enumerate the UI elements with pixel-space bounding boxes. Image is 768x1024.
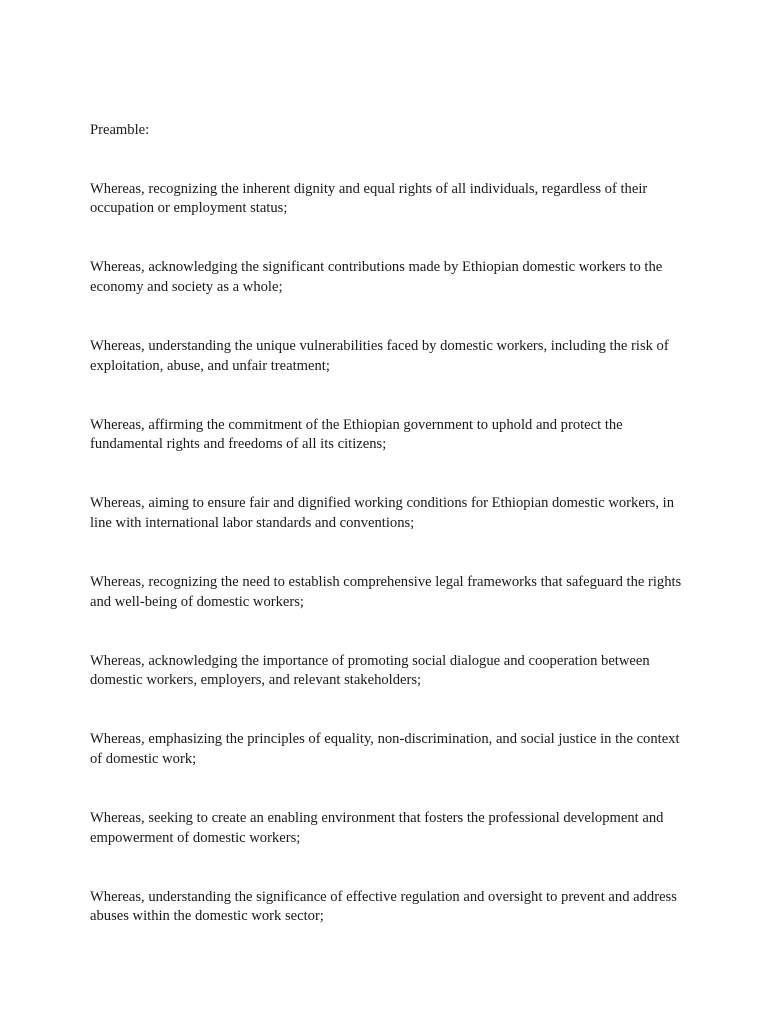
preamble-paragraph: Whereas, seeking to create an enabling environment that fosters the professional development and empowerment of domestic workers; — [90, 810, 664, 846]
preamble-paragraph: Whereas, understanding the significance of effective regulation and oversight to prevent and address abuses within the domestic work sector; — [90, 888, 677, 925]
document-body — [90, 121, 690, 966]
preamble-paragraph: Whereas, acknowledging the significant contributions made by Ethiopian domestic workers to the economy and society as a whole; — [90, 259, 663, 295]
preamble-paragraph: Whereas, affirming the commitment of the Ethiopian government to uphold and protect the fundamental rights and freedoms of all its citizens; — [90, 416, 623, 453]
preamble-paragraph: Whereas, emphasizing the principles of equality, non-discrimination, and social justice in the context of domestic work; — [90, 731, 680, 767]
preamble-paragraph: Whereas, aiming to ensure fair and dignified working conditions for Ethiopian domestic workers, in line with international labor standards and conventions; — [90, 495, 675, 531]
preamble-heading: Preamble: — [90, 122, 150, 138]
preamble-paragraph: Whereas, recognizing the inherent dignity and equal rights of all individuals, regardless of their occupation or employment status; — [90, 180, 648, 217]
preamble-paragraph: Whereas, understanding the unique vulnerabilities faced by domestic workers, including the risk of exploitation, abuse, and unfair treatment; — [90, 337, 669, 374]
preamble-paragraph: Whereas, recognizing the need to establish comprehensive legal frameworks that safeguard the rights and well-being of domestic workers; — [90, 574, 682, 610]
preamble-paragraph: Whereas, acknowledging the importance of promoting social dialogue and cooperation between domestic workers, employers, and relevant stakeholders; — [90, 652, 650, 689]
